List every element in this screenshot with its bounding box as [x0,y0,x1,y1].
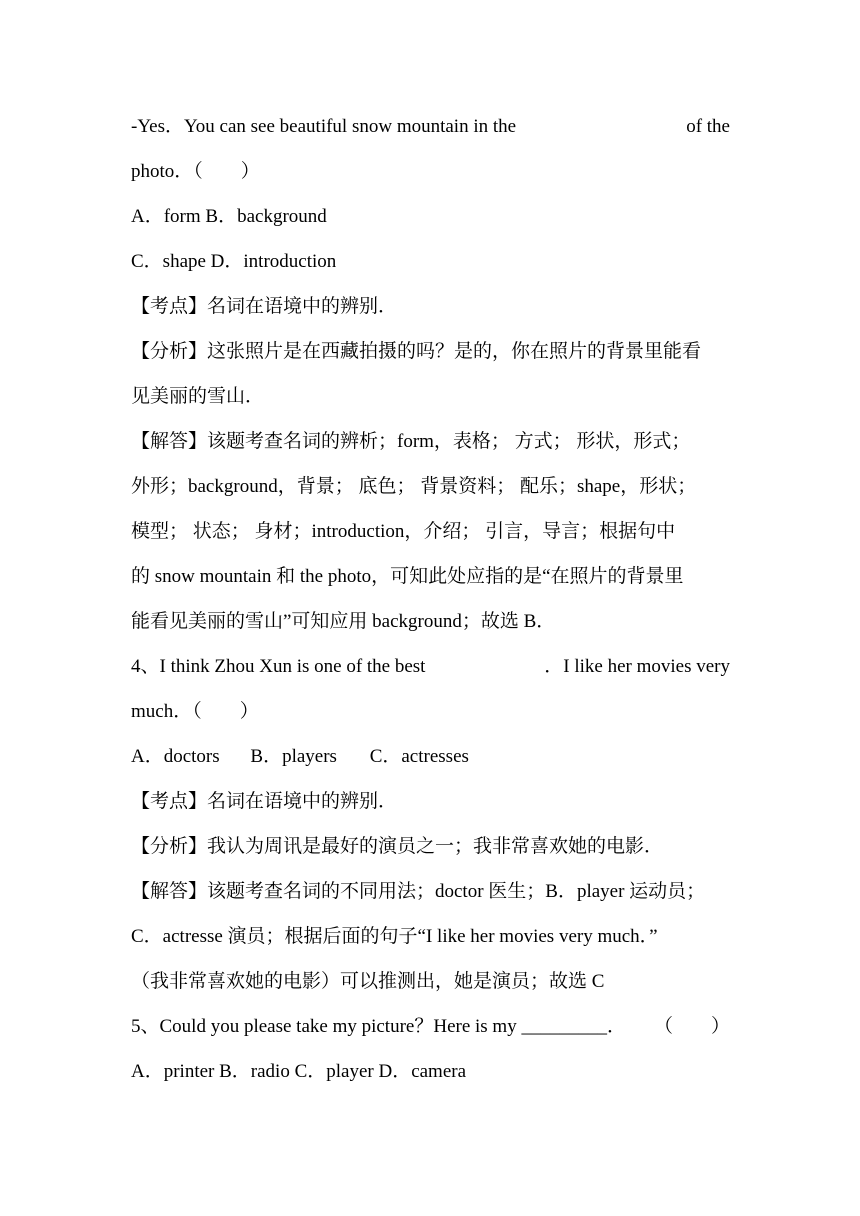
q3-stem-text-end: of the [686,116,730,137]
q3-stem-text: -Yes．You can see beautiful snow mountain in the [131,116,517,137]
q4-option-a: A．doctors [131,746,220,767]
q4-stem-text: 4、I think Zhou Xun is one of the best [131,656,426,677]
q3-jieda-line-3: 模型； 状态； 身材；introduction，介绍； 引言，导言；根据句中 [131,521,676,542]
q3-stem-line-1 [131,112,730,142]
q4-options [131,742,730,772]
q3-jieda-line-1: 【解答】该题考查名词的辨析；form，表格； 方式； 形状，形式； [131,431,691,452]
q5-stem-paren: （ ） [653,1016,730,1037]
q3-jieda-line-5: 能看见美丽的雪山”可知应用 background；故选 B． [131,611,556,632]
q4-stem-text-end: ．I like her movies very [544,656,730,677]
q3-stem-line-2: photo．（ ） [131,161,260,182]
q3-fenxi-line-1: 【分析】这张照片是在西藏拍摄的吗？是的，你在照片的背景里能看 [131,341,702,362]
q4-jieda-line-2: C．actresse 演员；根据后面的句子“I like her movies very much．” [131,926,658,947]
q4-option-b: B．players [250,746,337,767]
q4-stem-line-2: much．（ ） [131,701,259,722]
q4-stem-line-1 [131,652,730,682]
q4-kaodian: 【考点】名词在语境中的辨别． [131,791,398,812]
q4-option-c: C．actresses [369,746,469,767]
q3-options-cd: C．shape D．introduction [131,251,337,272]
q5-options: A．printer B．radio C．player D．camera [131,1061,467,1082]
q3-jieda-line-4: 的 snow mountain 和 the photo，可知此处应指的是“在照片的背景里 [131,566,684,587]
q3-options-ab: A．form B．background [131,206,327,227]
q3-jieda-line-2: 外形；background，背景； 底色； 背景资料； 配乐；shape，形状； [131,476,697,497]
q5-stem [131,1012,730,1042]
q4-fenxi: 【分析】我认为周讯是最好的演员之一；我非常喜欢她的电影． [131,836,664,857]
q4-jieda-line-1: 【解答】该题考查名词的不同用法；doctor 医生；B．player 运动员； [131,881,706,902]
q3-kaodian: 【考点】名词在语境中的辨别． [131,296,398,317]
q5-stem-text: 5、Could you please take my picture？Here is my _________． [131,1016,626,1037]
q4-jieda-line-3: （我非常喜欢她的电影）可以推测出，她是演员；故选 C [131,971,605,992]
q3-fenxi-line-2: 见美丽的雪山． [131,386,265,407]
